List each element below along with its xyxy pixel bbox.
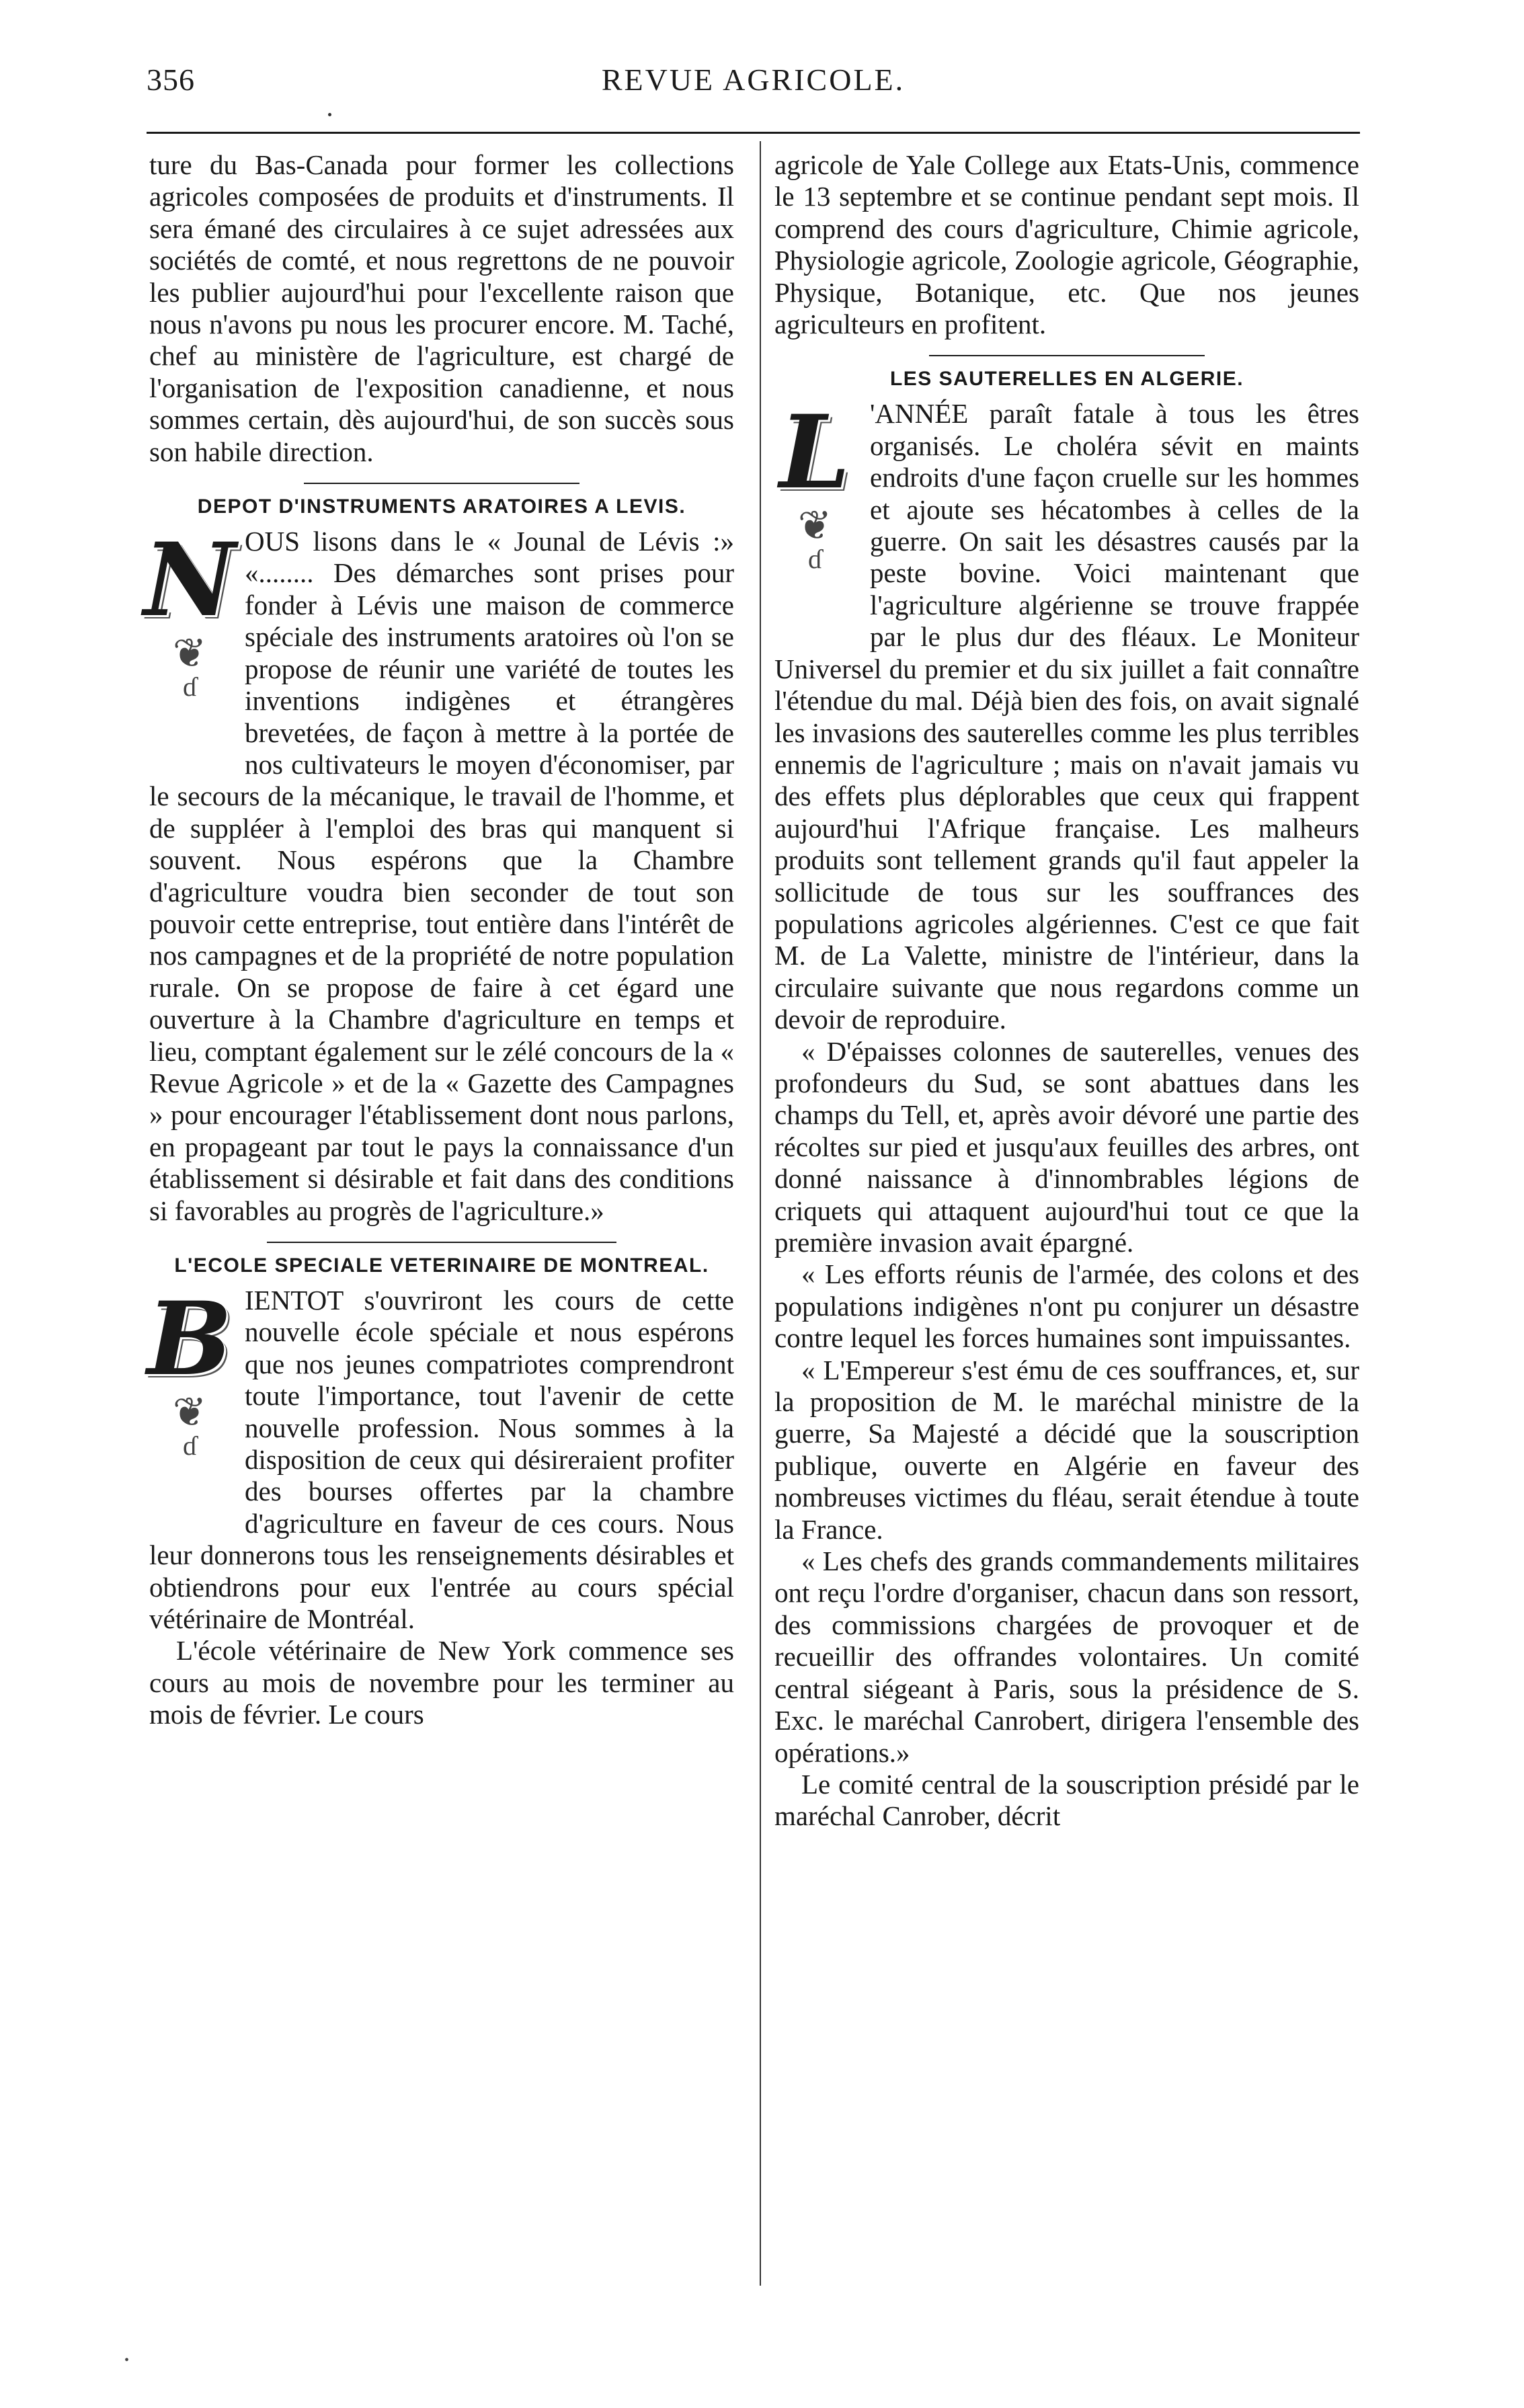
left-intro-paragraph: ture du Bas-Canada pour former les collections agricoles composées de produits et d'instruments. Il sera émané des circulaires à ce sujet adressées aux sociétés de comté, et nous regrettons de ne pouvoir les publier aujourd'hui pour l'excellente raison que nous n'avons pu nous les procurer encore. M. Taché, chef au ministère de l'agriculture, est chargé de l'organisation de l'exposition canadienne, et nous sommes certain, dès aujourd'hui, de son succès sous son habile direction.	[149, 149, 734, 467]
flourish-tail-icon: ɗ	[808, 544, 821, 575]
section-divider	[267, 1242, 616, 1243]
dropcap-ornament	[143, 521, 236, 752]
flourish-icon: ❦	[797, 504, 832, 549]
ink-speck: •	[124, 2353, 130, 2368]
flourish-tail-icon: ɗ	[183, 672, 196, 703]
flourish-tail-icon: ɗ	[183, 1431, 196, 1461]
page-number: 356	[147, 63, 195, 97]
article-sauterelles-text-4: « L'Empereur s'est ému de ces souffrances, et, sur la proposition de M. le maréchal ministre de la guerre, Sa Majesté a décidé que la souscription publique, ouverte en Algérie en faveur des nombreuses victimes du fléau, serait étendue à toute la France.	[774, 1354, 1359, 1545]
section-heading-veterinaire: L'ECOLE SPECIALE VETERINAIRE DE MONTREAL.	[174, 1254, 709, 1277]
article-levis	[143, 521, 734, 1227]
dropcap-letter: L	[779, 393, 850, 512]
article-sauterelles-text-2: « D'épaisses colonnes de sauterelles, venues des profondeurs du Sud, se sont abattues dans les champs du Tell, et, après avoir dévoré une partie des récoltes sur pied et jusqu'aux feuilles des arbres, ont donné naissance à d'innombrables légions de criquets qui attaquent aujourd'hui tout ce que la première invasion avait épargné.	[774, 1035, 1359, 1258]
dropcap-ornament	[147, 1280, 233, 1511]
column-divider	[760, 141, 761, 2286]
article-sauterelles-text: 'ANNÉE paraît fatale à tous les êtres organisés. Le choléra sévit en maints endroits d'une façon cruelle sur les hommes et ajoute ses hécatombes à celles de la guerre. On sait les désastres causés par la peste bovine. Voici maintenant que l'agriculture algérienne se trouve frappée par le plus dur des fléaux. Le Moniteur Universel du premier et du six juillet a fait connaître l'étendue du mal. Déjà bien des fois, on avait signalé les invasions des sauterelles comme les plus terribles ennemis de l'agriculture ; mais on n'avait jamais vu des effets plus déplorables que ceux qui frappent aujourd'hui l'Afrique française. Les malheurs produits sont tellement grands qu'il faut appeler la sollicitude de tous sur les souffrances des populations agricoles algériennes. C'est ce que fait M. de La Valette, ministre de l'intérieur, dans la circulaire suivante que nous regardons comme un devoir de reproduire.	[774, 398, 1359, 1035]
flourish-icon: ❦	[172, 631, 207, 676]
article-veterinaire-text-2: L'école vétérinaire de New York commence ses cours au mois de novembre pour les terminer au mois de février. Le cours	[149, 1635, 734, 1730]
section-heading-levis: DEPOT D'INSTRUMENTS ARATOIRES A LEVIS.	[197, 495, 686, 518]
right-intro-paragraph: agricole de Yale College aux Etats-Unis, commence le 13 septembre et se continue pendant sept mois. Il comprend des cours d'agriculture, Chimie agricole, Physiologie agricole, Zoologie agricole, Géographie, Physique, Botanique, etc. Que nos jeunes agriculteurs en profitent.	[774, 149, 1359, 340]
ink-dot	[328, 113, 331, 116]
dropcap-letter: B	[147, 1280, 233, 1398]
section-divider	[929, 355, 1205, 356]
header-rule	[147, 132, 1360, 134]
running-title: REVUE AGRICOLE.	[601, 63, 906, 97]
article-sauterelles-text-6: Le comité central de la souscription présidé par le maréchal Canrober, décrit	[774, 1768, 1359, 1832]
section-divider	[304, 483, 579, 484]
dropcap-ornament	[774, 393, 855, 624]
article-veterinaire-text: IENTOT s'ouvriront les cours de cette nouvelle école spéciale et nous espérons que nos jeunes compatriotes comprendront toute l'importance, tout l'avenir de cette nouvelle profession. Nous sommes à la disposition de ceux qui désireraient profiter des bourses offertes par la chambre d'agriculture en faveur de ces cours. Nous leur donnerons tous les renseignements désirables et obtiendrons pour eux l'entrée au cours spécial vétérinaire de Montréal.	[149, 1285, 734, 1635]
article-sauterelles-text-3: « Les efforts réunis de l'armée, des colons et des populations indigènes n'ont pu conjurer un désastre contre lequel les forces humaines sont impuissantes.	[774, 1258, 1359, 1354]
article-veterinaire	[147, 1280, 734, 1731]
article-sauterelles-text-5: « Les chefs des grands commandements militaires ont reçu l'ordre d'organiser, chacun dans son ressort, des commissions chargées de provoquer et de recueillir des offrandes volontaires. Un comité central siégeant à Paris, sous la présidence de S. Exc. le maréchal Canrobert, dirigera l'ensemble des opérations.»	[774, 1546, 1359, 1768]
left-column	[143, 149, 734, 1731]
dropcap-letter: N	[143, 521, 236, 640]
article-levis-text: OUS lisons dans le « Jounal de Lévis :» «........ Des démarches sont prises pour fonder à Lévis une maison de commerce spéciale des instruments aratoires où l'on se propose de réunir une variété de toutes les inventions indigènes et étrangères brevetées, de façon à mettre à la portée de nos cultivateurs le moyen d'économiser, par le secours de la mécanique, le travail de l'homme, et de suppléer à l'emploi des bras qui manquent si souvent. Nous espérons que la Chambre d'agriculture voudra bien seconder de tout son pouvoir cette entreprise, tout entière dans l'intérêt de nos campagnes et de la propriété de notre population rurale. On se propose de faire à cet égard une ouverture à la Chambre d'agriculture en temps et lieu, comptant également sur le zélé concours de la « Revue Agricole » et de la « Gazette des Campagnes » pour encourager l'établissement dont nous parlons, en propageant par tout le pays la connaissance d'un établissement si désirable et fait dans des conditions si favorables au progrès de l'agriculture.»	[149, 526, 734, 1226]
section-heading-sauterelles: LES SAUTERELLES EN ALGERIE.	[889, 368, 1244, 391]
page-header	[147, 62, 1360, 102]
flourish-icon: ❦	[172, 1390, 207, 1435]
right-column	[774, 149, 1359, 1833]
article-sauterelles	[774, 393, 1359, 1832]
